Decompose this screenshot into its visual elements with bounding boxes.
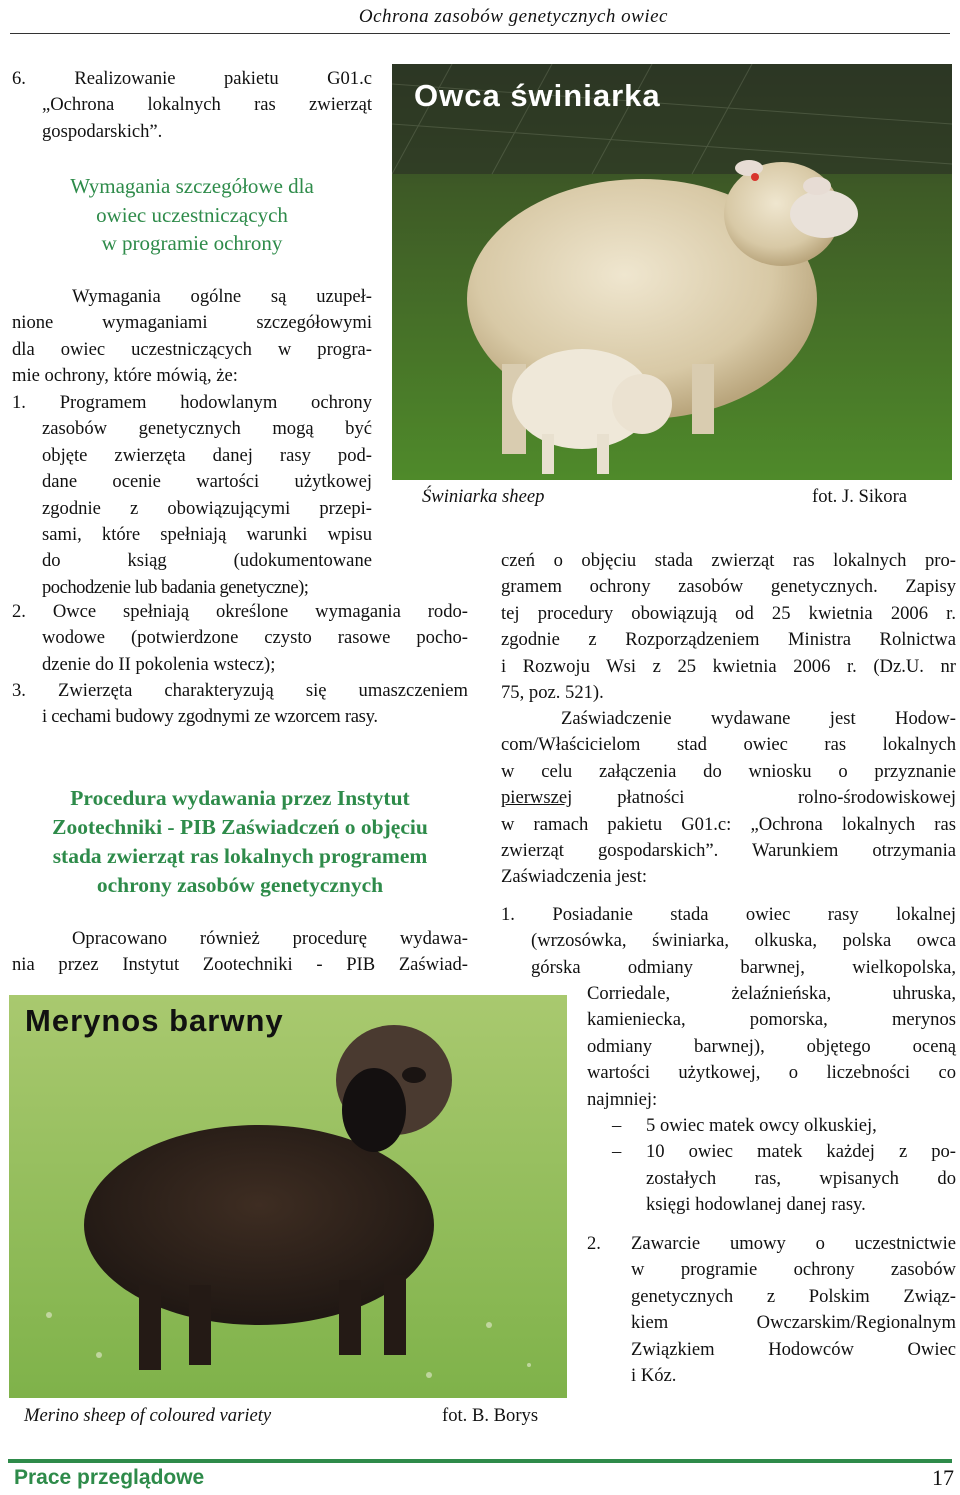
text-line: dla owiec uczestniczących w progra- xyxy=(12,338,372,360)
photo-title-swiniarka: Owca świniarka xyxy=(414,78,661,113)
heading-requirements xyxy=(12,172,372,258)
page-number: 17 xyxy=(932,1465,954,1490)
dash-item-2 xyxy=(612,1139,956,1218)
running-header: Ochrona zasobów genetycznych owiec xyxy=(358,6,668,27)
dash-bullet: – xyxy=(612,1115,622,1136)
text-line: Zaświadczenie wydawane jest Hodow- xyxy=(561,708,956,729)
header-rule xyxy=(10,33,950,34)
text-line: w ramach pakietu G01.c: „Ochrona lokalnych ras xyxy=(501,813,956,835)
text-line: (wrzosówka, świniarka, olkuska, polska owca xyxy=(531,930,956,952)
procedure-paragraph xyxy=(12,926,468,979)
caption-merynos: Merino sheep of coloured variety xyxy=(24,1405,272,1426)
text-line: i cechami budowy zgodnymi ze wzorcem rasy. xyxy=(42,706,378,728)
text-line: w celu załączenia do wniosku o przyznanie xyxy=(501,760,956,782)
text-line: 1. Programem hodowlanym ochrony xyxy=(12,392,372,413)
requirement-1 xyxy=(12,390,372,601)
intro-paragraph xyxy=(12,284,372,390)
text-line: i Kóz. xyxy=(631,1365,677,1387)
sheep-photo-illustration xyxy=(392,64,952,480)
condition-2 xyxy=(587,1231,956,1389)
text-line: 5 owiec matek owcy olkuskiej, xyxy=(646,1115,877,1136)
text-line: Corriedale, żelaźnieńska, uhruska, xyxy=(587,983,956,1004)
text-line xyxy=(501,785,956,811)
text-line: 1. Posiadanie stada owiec rasy lokalnej xyxy=(501,904,956,925)
caption-swiniarka: Świniarka sheep xyxy=(422,486,545,507)
heading-line: Zootechniki - PIB Zaświadczeń o objęciu xyxy=(52,815,428,839)
text-line: w programie ochrony zasobów xyxy=(631,1259,956,1281)
text-line: Związkiem Hodowców Owiec xyxy=(631,1338,956,1360)
heading-line: stada zwierząt ras lokalnych programem xyxy=(52,844,428,868)
text-segment: płatności rolno-środowiskowej xyxy=(617,787,956,809)
text-line: górska odmiany barwnej, wielkopolska, xyxy=(531,956,956,978)
condition-1-start xyxy=(501,902,956,981)
text-line: gospodarskich”. xyxy=(42,120,163,142)
dash-list xyxy=(612,1113,956,1219)
heading-line: ochrony zasobów genetycznych xyxy=(96,873,384,897)
text-line: księgi hodowlanej danej rasy. xyxy=(646,1194,866,1216)
text-line: 10 owiec matek każdej z po- xyxy=(646,1141,956,1163)
text-line: zwierząt gospodarskich”. Warunkiem otrzymania xyxy=(501,840,956,862)
text-line: dane ocenie wartości użytkowej xyxy=(42,471,372,493)
text-line: genetycznych z Polskim Związ- xyxy=(631,1285,956,1307)
text-line: Zaświadczenia jest: xyxy=(501,866,648,888)
heading-line: Wymagania szczegółowe dla xyxy=(70,174,314,198)
requirement-3 xyxy=(12,678,468,731)
condition-1-continued xyxy=(587,981,956,1113)
heading-line: Procedura wydawania przez Instytut xyxy=(70,786,410,810)
dash-bullet: – xyxy=(612,1141,622,1163)
text-line: com/Właścicielom stad owiec ras lokalnych xyxy=(501,734,956,756)
text-line: zostałych ras, wpisanych do xyxy=(646,1167,956,1189)
footer-rule xyxy=(8,1459,952,1463)
requirement-2 xyxy=(12,599,468,678)
heading-line: w programie ochrony xyxy=(101,231,283,255)
condition-2-text xyxy=(587,1231,956,1389)
text-line: kiem Owczarskim/Regionalnym xyxy=(631,1312,956,1334)
text-line: Opracowano również procedurę wydawa- xyxy=(72,928,468,949)
text-line: tej procedury obowiązują od 25 kwietnia 2006 r. xyxy=(501,602,956,624)
text-line: 75, poz. 521). xyxy=(501,682,604,704)
item-6 xyxy=(12,66,372,145)
text-line: pochodzenie lub badania genetyczne); xyxy=(42,576,309,598)
text-line: Zawarcie umowy o uczestnictwie xyxy=(631,1233,956,1254)
photo-merynos xyxy=(9,995,567,1398)
text-segment xyxy=(572,785,956,811)
condition-number: 2. xyxy=(587,1233,601,1254)
text-line: kamieniecka, pomorska, merynos xyxy=(587,1009,956,1031)
text-line: zgodnie z Rozporządzeniem Ministra Rolnictwa xyxy=(501,629,956,651)
text-line: wartości użytkowej, o liczebności co xyxy=(587,1062,956,1084)
text-line: 6. Realizowanie pakietu G01.c xyxy=(12,68,372,89)
text-line: mie ochrony, które mówią, że: xyxy=(12,365,238,387)
heading-line: owiec uczestniczących xyxy=(96,202,288,227)
text-line: gramem ochrony zasobów genetycznych. Zapisy xyxy=(501,576,956,598)
text-line: zgodnie z obowiązującymi przepi- xyxy=(42,497,372,519)
text-line: nione wymaganiami szczegółowymi xyxy=(12,312,372,334)
dash-item-1 xyxy=(612,1113,956,1139)
right-paragraph-1 xyxy=(501,548,956,706)
credit-swiniarka: fot. J. Sikora xyxy=(812,486,908,507)
text-line: „Ochrona lokalnych ras zwierząt xyxy=(42,94,372,116)
text-line: sami, które spełniają warunki wpisu xyxy=(42,524,372,546)
text-line: wodowe (potwierdzone czysto rasowe pocho- xyxy=(42,627,468,649)
credit-merynos: fot. B. Borys xyxy=(442,1405,539,1426)
sheep-photo-illustration xyxy=(9,995,567,1398)
text-line: i Rozwoju Wsi z 25 kwietnia 2006 r. (Dz.U. nr xyxy=(501,655,956,677)
text-line: zasobów genetycznych mogą być xyxy=(42,418,372,440)
underlined-word: pierwszej xyxy=(501,787,573,809)
photo-swiniarka xyxy=(392,64,952,480)
photo-title-merynos: Merynos barwny xyxy=(25,1003,284,1038)
footer-section-label: Prace przeglądowe xyxy=(14,1466,205,1489)
heading-procedure xyxy=(12,784,468,900)
text-line: objęte zwierzęta danej rasy pod- xyxy=(42,444,372,466)
text-line: do ksiąg (udokumentowane xyxy=(42,550,372,572)
text-line: dzenie do II pokolenia wstecz); xyxy=(42,653,276,675)
text-line: nia przez Instytut Zootechniki - PIB Zaświad- xyxy=(12,954,468,976)
text-line: najmniej: xyxy=(587,1088,658,1110)
text-line: 2. Owce spełniają określone wymagania rodo- xyxy=(12,601,468,622)
text-line: odmiany barwnej), objętego oceną xyxy=(587,1035,956,1057)
right-paragraph-2 xyxy=(501,706,956,891)
text-line: czeń o objęciu stada zwierząt ras lokalnych pro- xyxy=(501,550,956,571)
text-line: 3. Zwierzęta charakteryzują się umaszczeniem xyxy=(12,680,468,701)
text-line: Wymagania ogólne są uzupeł- xyxy=(72,286,372,307)
